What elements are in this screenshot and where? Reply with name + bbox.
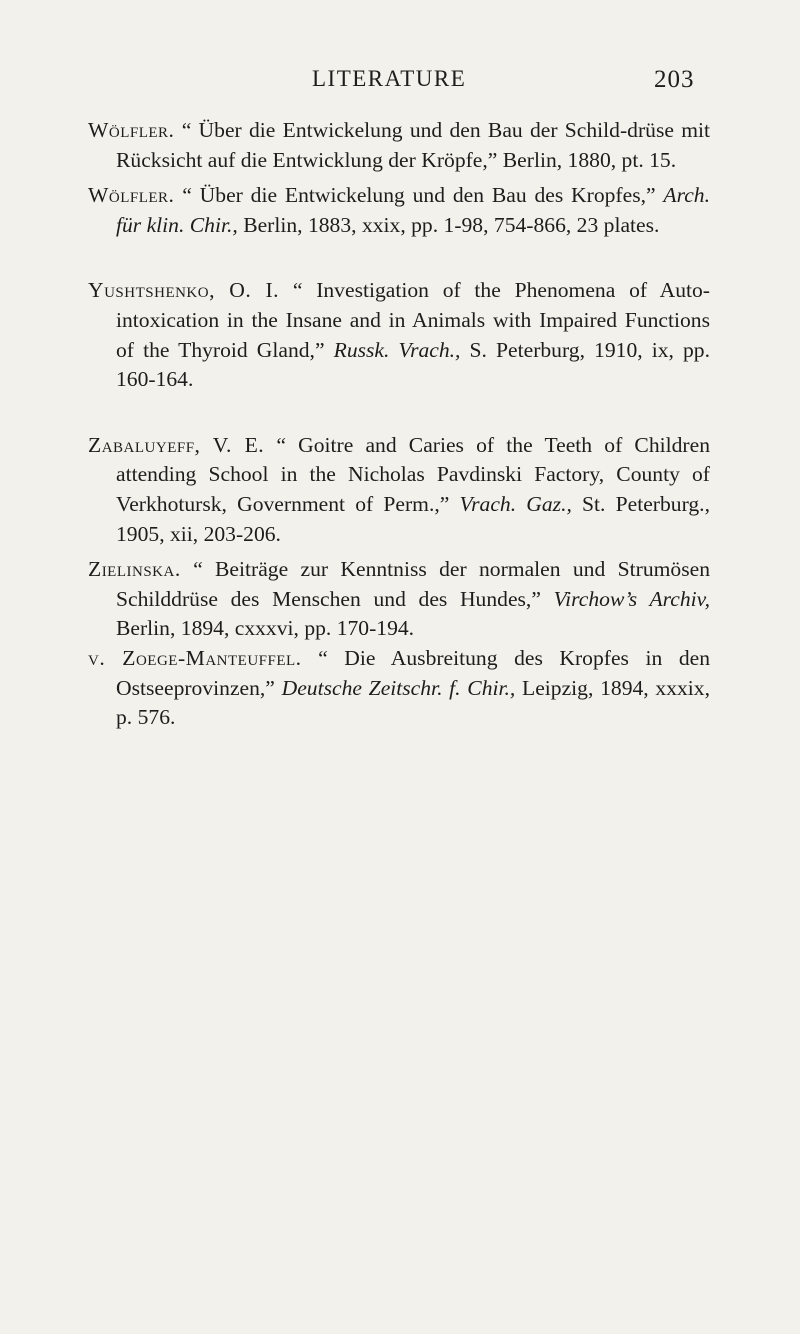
entry-title: “ Investigation of the Phenomena of Auto-intoxication in the Insane and in Animals with Impaired Functions of the Thyroid Gland,” bbox=[116, 278, 710, 362]
running-head bbox=[0, 66, 800, 106]
entry-author: Zabaluyeff, V. E. bbox=[88, 432, 265, 457]
entry-details: St. Peterburg., 1905, xii, 203-206. bbox=[116, 491, 710, 546]
entry-details: Berlin, 1883, xxix, pp. 1-98, 754-866, 23 plates. bbox=[243, 212, 660, 237]
bibliography-entry bbox=[88, 431, 710, 549]
entry-author: Wölfler. bbox=[88, 118, 175, 142]
page-number: 203 bbox=[654, 66, 695, 93]
entry-journal: Russk. Vrach., bbox=[333, 337, 461, 362]
entry-journal: Virchow’s Archiv, bbox=[553, 586, 710, 611]
entry-author: Yushtshenko, O. I. bbox=[88, 278, 280, 303]
entry-details: Leipzig, 1894, xxxix, p. 576. bbox=[116, 675, 710, 730]
running-title: LITERATURE bbox=[312, 66, 467, 91]
bibliography-entry bbox=[88, 555, 710, 644]
bibliography-entry bbox=[88, 276, 710, 394]
entry-journal: Deutsche Zeitschr. f. Chir., bbox=[281, 675, 516, 700]
entry-title: “ Beiträge zur Kenntniss der normalen und Strumösen Schilddrüse des Menschen und des Hundes,” bbox=[116, 557, 710, 611]
entry-title: “ Die Ausbreitung des Kropfes in den Ostseeprovinzen,” bbox=[116, 645, 710, 700]
entry-author: Wölfler. bbox=[88, 183, 175, 208]
bibliography-entry bbox=[88, 116, 710, 175]
entry-title: “ Über die Entwickelung und den Bau des Kropfes,” bbox=[182, 183, 656, 208]
entry-title: “ Goitre and Caries of the Teeth of Children attending School in the Nicholas Pavdinski Factory, County of Verkhotursk, Government of Perm.,” bbox=[116, 432, 710, 516]
bibliography-entry bbox=[88, 181, 710, 240]
entry-journal: Vrach. Gaz., bbox=[459, 491, 572, 516]
entry-author: Zielinska. bbox=[88, 557, 181, 582]
entry-author: v. Zoege-Manteuffel. bbox=[88, 645, 302, 670]
entry-details: Berlin, 1894, cxxxvi, pp. 170-194. bbox=[116, 616, 415, 641]
entry-details: S. Peterburg, 1910, ix, pp. 160-164. bbox=[116, 337, 710, 392]
entry-title: “ Über die Entwickelung und den Bau der Schild-drüse mit Rücksicht auf die Entwicklung der Kröpfe,” bbox=[116, 118, 710, 172]
bibliography-entry bbox=[88, 644, 710, 733]
entry-details: Berlin, 1880, pt. 15. bbox=[502, 147, 677, 172]
entry-journal: Arch. für klin. Chir., bbox=[116, 183, 710, 237]
bibliography-list bbox=[88, 116, 710, 733]
